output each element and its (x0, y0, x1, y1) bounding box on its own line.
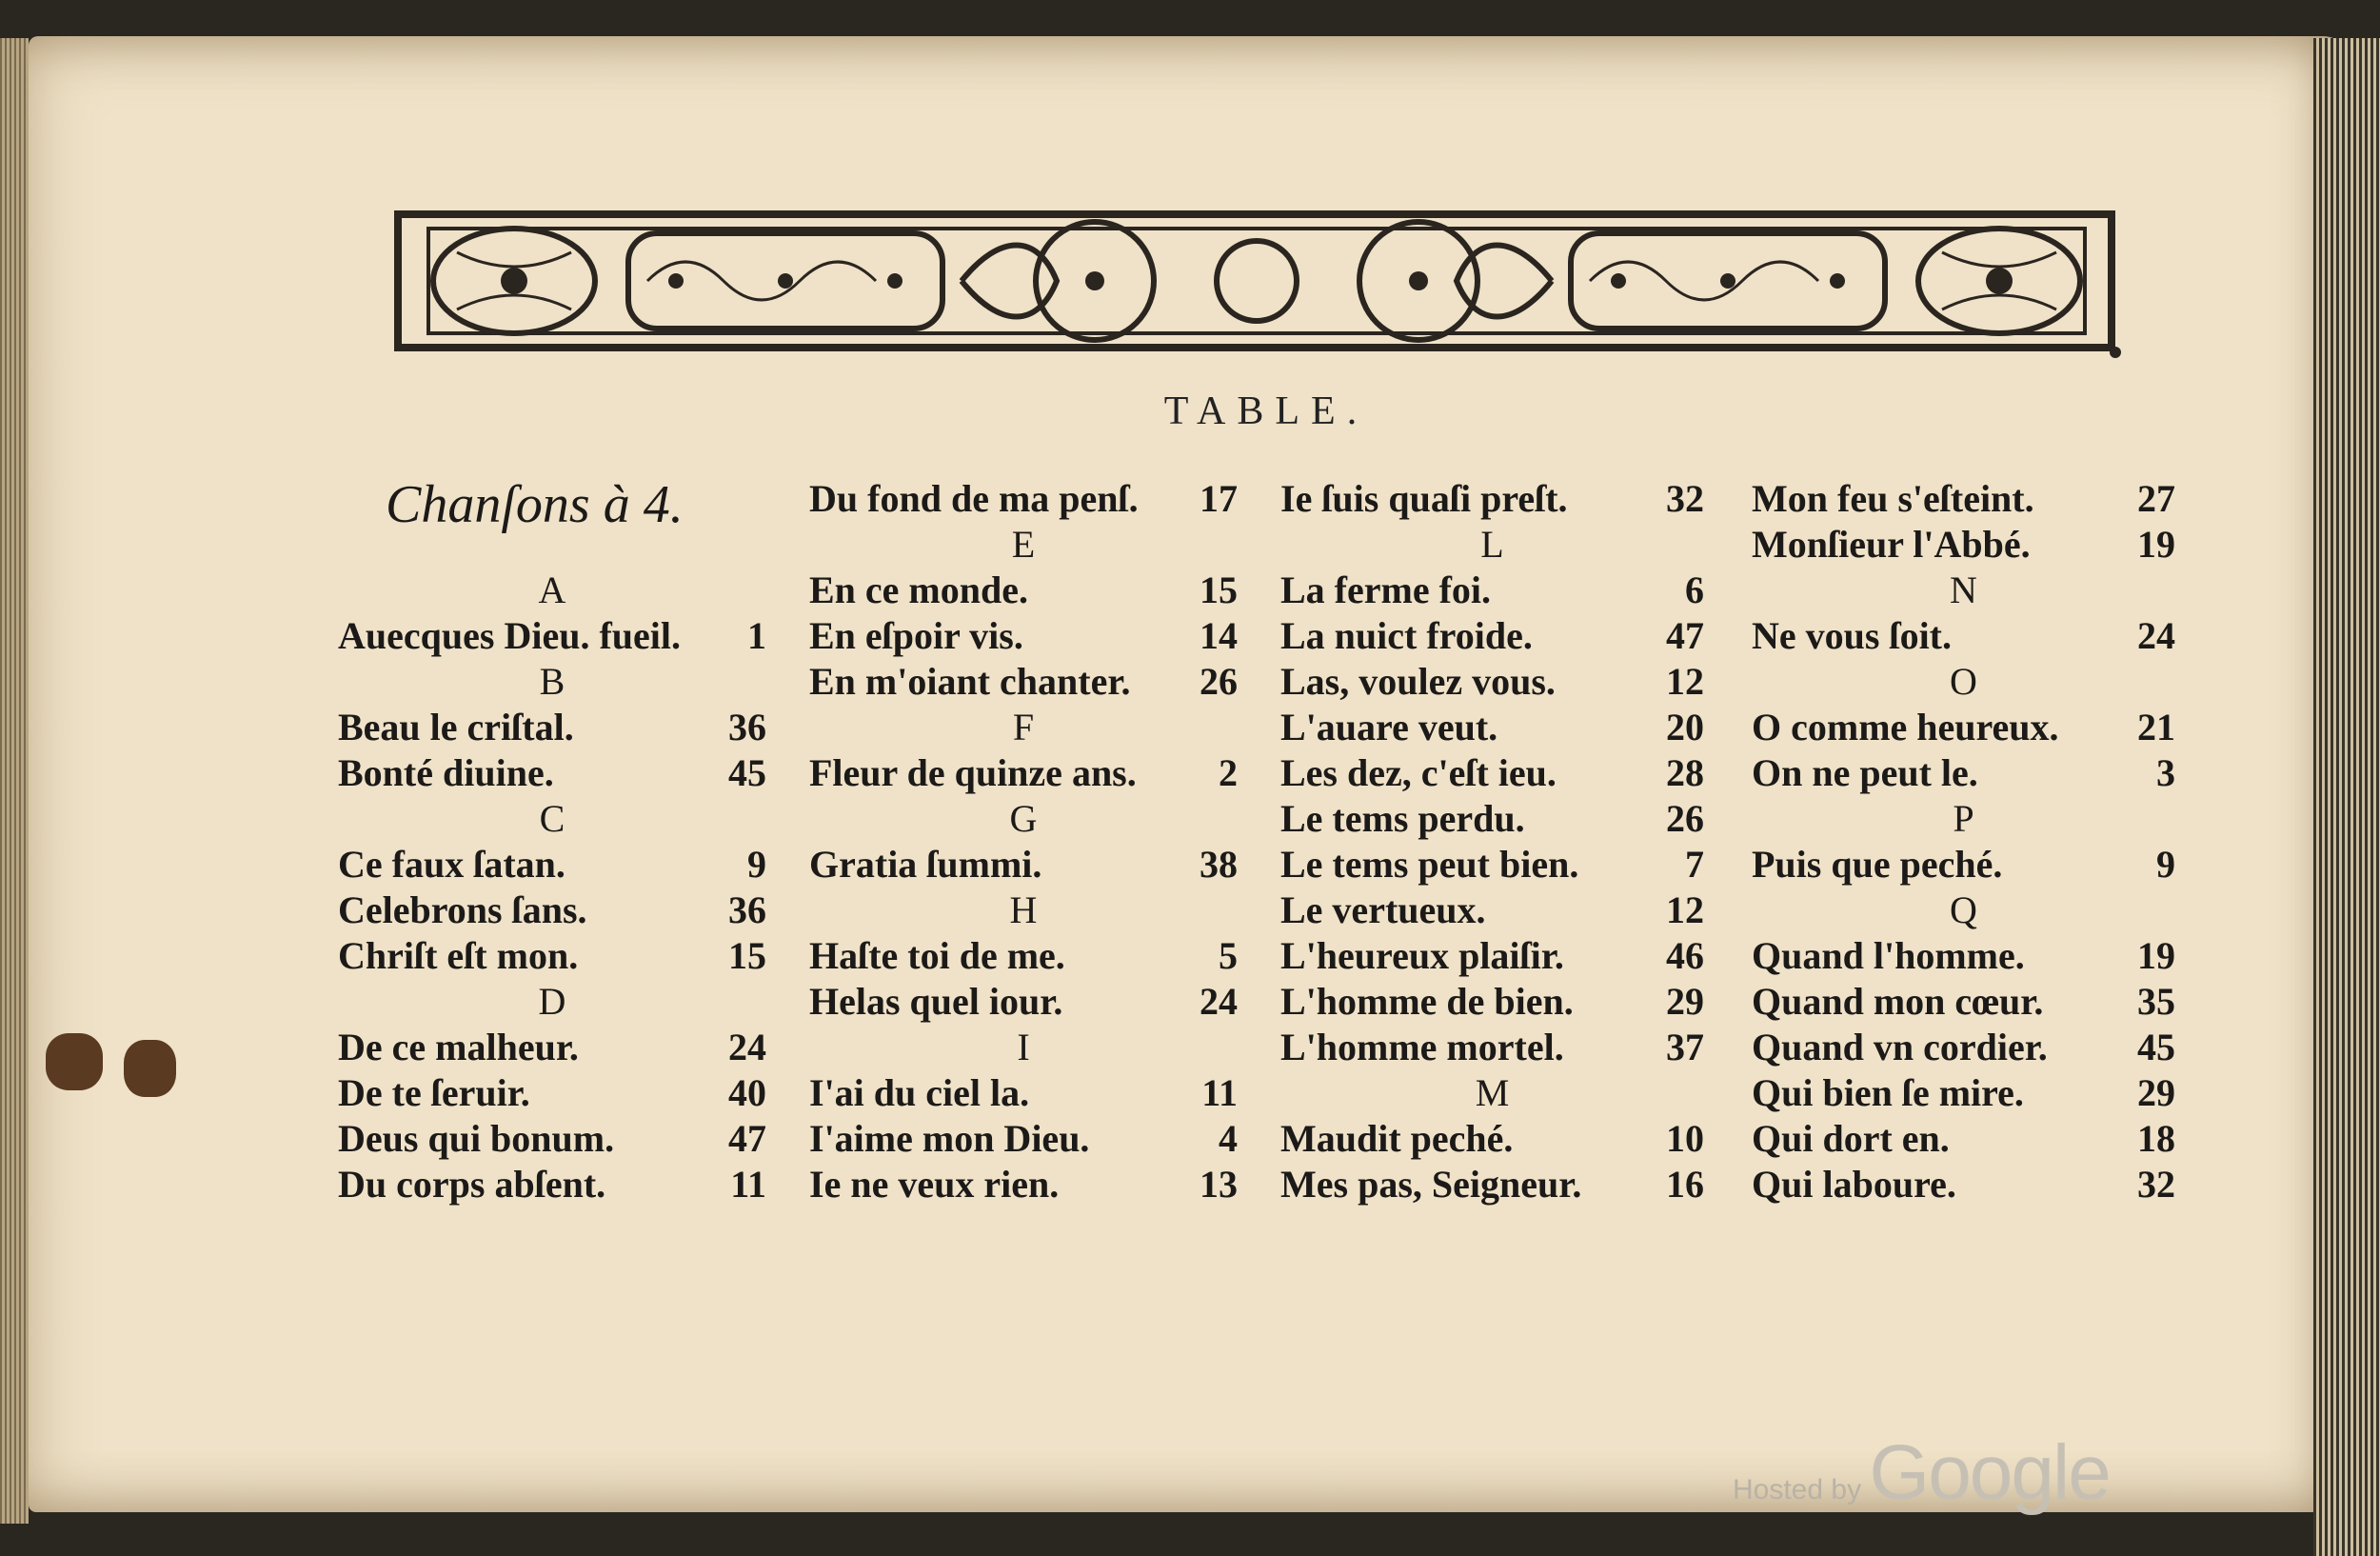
entry-page-number: 17 (1200, 477, 1238, 520)
entry-title: Bonté diuine. (338, 751, 554, 794)
letter-heading: C (539, 797, 565, 840)
index-entry (1752, 705, 2175, 750)
entry-title: En ce monde. (809, 569, 1028, 611)
letter-heading: M (1475, 1071, 1510, 1114)
letter-heading: Q (1950, 888, 1977, 931)
entry-page-number: 1 (747, 614, 766, 657)
entry-title: Ne vous ſoit. (1752, 614, 1952, 657)
entry-page-number: 10 (1666, 1117, 1704, 1160)
index-entry (809, 476, 1238, 522)
letter-heading: A (538, 569, 566, 611)
letter-heading: B (539, 660, 565, 703)
index-entry (1280, 888, 1704, 933)
entry-page-number: 47 (1666, 614, 1704, 657)
entry-title: I'ai du ciel la. (809, 1071, 1030, 1114)
entry-title: De te ſeruir. (338, 1071, 530, 1114)
entry-page-number: 18 (2137, 1117, 2175, 1160)
index-entry (338, 933, 766, 979)
entry-page-number: 24 (2137, 614, 2175, 657)
index-column-1 (338, 476, 766, 1207)
entry-page-number: 12 (1666, 660, 1704, 703)
index-entry (338, 750, 766, 796)
index-entry (1280, 568, 1704, 613)
entry-title: L'heureux plaiſir. (1280, 934, 1564, 977)
entry-title: Qui bien ſe mire. (1752, 1071, 2024, 1114)
entry-page-number: 36 (728, 706, 766, 748)
index-column-4 (1752, 476, 2175, 1207)
entry-page-number: 13 (1200, 1163, 1238, 1206)
entry-title: Le tems perdu. (1280, 797, 1525, 840)
entry-title: Quand vn cordier. (1752, 1026, 2048, 1068)
entry-page-number: 9 (2156, 843, 2175, 886)
entry-title: Ie ne veux rien. (809, 1163, 1060, 1206)
letter-heading: N (1950, 569, 1977, 611)
entry-title: Chriſt eſt mon. (338, 934, 579, 977)
letter-heading: F (1012, 706, 1035, 748)
index-entry (809, 613, 1238, 659)
entry-title: Helas quel iour. (809, 980, 1063, 1023)
index-entry (1280, 979, 1704, 1025)
entry-page-number: 46 (1666, 934, 1704, 977)
letter-heading: E (1011, 523, 1036, 566)
page-edge-right (2313, 38, 2380, 1556)
index-entry (1752, 1070, 2175, 1116)
entry-title: Monſieur l'Abbé. (1752, 523, 2031, 566)
letter-heading: D (538, 980, 566, 1023)
index-entry (338, 1116, 766, 1162)
entry-title: Deus qui bonum. (338, 1117, 615, 1160)
index-entry (1280, 1162, 1704, 1207)
entry-page-number: 38 (1200, 843, 1238, 886)
entry-title: Haſte toi de me. (809, 934, 1065, 977)
index-entry (1280, 842, 1704, 888)
entry-title: On ne peut le. (1752, 751, 1978, 794)
entry-title: De ce malheur. (338, 1026, 579, 1068)
entry-title: Ce faux ſatan. (338, 843, 565, 886)
entry-title: O comme heureux. (1752, 706, 2059, 748)
index-entry (809, 659, 1238, 705)
entry-page-number: 35 (2137, 980, 2175, 1023)
index-entry (338, 705, 766, 750)
entry-page-number: 26 (1666, 797, 1704, 840)
letter-heading: I (1017, 1026, 1030, 1068)
entry-page-number: 11 (730, 1163, 766, 1206)
entry-title: Auecques Dieu. fueil. (338, 614, 681, 657)
entry-title: L'homme mortel. (1280, 1026, 1564, 1068)
index-entry (338, 842, 766, 888)
entry-page-number: 24 (1200, 980, 1238, 1023)
entry-title: Fleur de quinze ans. (809, 751, 1137, 794)
entry-page-number: 24 (728, 1026, 766, 1068)
index-entry (1280, 750, 1704, 796)
index-entry (1752, 1116, 2175, 1162)
letter-heading: P (1953, 797, 1974, 840)
index-entry (1280, 1116, 1704, 1162)
entry-title: Celebrons ſans. (338, 888, 587, 931)
entry-title: Quand l'homme. (1752, 934, 2025, 977)
index-entry (1752, 842, 2175, 888)
entry-title: Du fond de ma penſ. (809, 477, 1139, 520)
page-title: TABLE. (1163, 389, 1369, 433)
entry-page-number: 45 (2137, 1026, 2175, 1068)
entry-page-number: 26 (1200, 660, 1238, 703)
entry-page-number: 32 (2137, 1163, 2175, 1206)
entry-title: La ferme foi. (1280, 569, 1492, 611)
letter-heading: H (1009, 888, 1038, 931)
page-edge-left (0, 38, 29, 1524)
google-logo: Google (1869, 1429, 2110, 1516)
index-entry (338, 613, 766, 659)
entry-page-number: 29 (2137, 1071, 2175, 1114)
entry-title: Du corps abſent. (338, 1163, 606, 1206)
letter-heading: L (1480, 523, 1504, 566)
entry-page-number: 40 (728, 1071, 766, 1114)
watermark-prefix: Hosted by (1733, 1474, 1862, 1506)
entry-title: En m'oiant chanter. (809, 660, 1131, 703)
index-entry (1752, 522, 2175, 568)
index-entry (1752, 613, 2175, 659)
page-stain (124, 1040, 176, 1097)
index-entry (1280, 933, 1704, 979)
index-entry (1280, 1025, 1704, 1070)
entry-title: Mon feu s'eſteint. (1752, 477, 2034, 520)
index-entry (1752, 933, 2175, 979)
entry-page-number: 2 (1219, 751, 1238, 794)
index-entry (809, 750, 1238, 796)
entry-page-number: 3 (2156, 751, 2175, 794)
entry-title: Qui laboure. (1752, 1163, 1956, 1206)
section-heading: Chanſons à 4. (386, 475, 684, 534)
entry-title: La nuict froide. (1280, 614, 1533, 657)
letter-heading: G (1009, 797, 1038, 840)
index-entry (338, 1070, 766, 1116)
entry-title: I'aime mon Dieu. (809, 1117, 1090, 1160)
index-column-3 (1280, 476, 1704, 1207)
entry-title: Le vertueux. (1280, 888, 1486, 931)
index-entry (1752, 476, 2175, 522)
entry-page-number: 20 (1666, 706, 1704, 748)
index-entry (809, 842, 1238, 888)
entry-title: L'auare veut. (1280, 706, 1498, 748)
entry-title: Puis que peché. (1752, 843, 2003, 886)
entry-page-number: 21 (2137, 706, 2175, 748)
index-entry (1280, 613, 1704, 659)
index-entry (809, 933, 1238, 979)
page-stain (46, 1033, 103, 1090)
entry-title: En eſpoir vis. (809, 614, 1023, 657)
index-entry (1752, 1025, 2175, 1070)
entry-page-number: 28 (1666, 751, 1704, 794)
entry-page-number: 32 (1666, 477, 1704, 520)
index-entry (1752, 1162, 2175, 1207)
entry-page-number: 12 (1666, 888, 1704, 931)
entry-page-number: 27 (2137, 477, 2175, 520)
index-entry (1752, 979, 2175, 1025)
entry-title: Las, voulez vous. (1280, 660, 1556, 703)
index-entry (1280, 705, 1704, 750)
entry-title: Gratia ſummi. (809, 843, 1042, 886)
entry-title: Qui dort en. (1752, 1117, 1950, 1160)
index-entry (809, 1070, 1238, 1116)
entry-page-number: 5 (1219, 934, 1238, 977)
entry-title: Maudit peché. (1280, 1117, 1514, 1160)
index-entry (1280, 659, 1704, 705)
index-entry (809, 568, 1238, 613)
entry-page-number: 11 (1201, 1071, 1238, 1114)
entry-page-number: 15 (1200, 569, 1238, 611)
index-entry (338, 1025, 766, 1070)
letter-heading: O (1950, 660, 1977, 703)
entry-title: Le tems peut bien. (1280, 843, 1579, 886)
entry-page-number: 19 (2137, 934, 2175, 977)
index-entry (338, 1162, 766, 1207)
ornamental-headpiece-icon (390, 195, 2123, 367)
entry-page-number: 19 (2137, 523, 2175, 566)
entry-page-number: 29 (1666, 980, 1704, 1023)
entry-page-number: 4 (1219, 1117, 1238, 1160)
entry-page-number: 14 (1200, 614, 1238, 657)
index-entry (1280, 476, 1704, 522)
entry-page-number: 45 (728, 751, 766, 794)
index-entry (809, 979, 1238, 1025)
entry-title: Ie ſuis quaſi preſt. (1280, 477, 1568, 520)
entry-title: Les dez, c'eſt ieu. (1280, 751, 1557, 794)
hosted-by-watermark (1733, 1428, 2110, 1518)
entry-page-number: 15 (728, 934, 766, 977)
entry-page-number: 16 (1666, 1163, 1704, 1206)
entry-page-number: 9 (747, 843, 766, 886)
entry-page-number: 7 (1685, 843, 1704, 886)
entry-page-number: 36 (728, 888, 766, 931)
entry-title: Beau le criſtal. (338, 706, 574, 748)
index-column-2 (809, 476, 1238, 1207)
entry-title: Mes pas, Seigneur. (1280, 1163, 1582, 1206)
entry-title: L'homme de bien. (1280, 980, 1574, 1023)
entry-title: Quand mon cœur. (1752, 980, 2044, 1023)
index-entry (1752, 750, 2175, 796)
index-entry (809, 1116, 1238, 1162)
index-entry (338, 888, 766, 933)
index-entry (1280, 796, 1704, 842)
entry-page-number: 37 (1666, 1026, 1704, 1068)
index-entry (809, 1162, 1238, 1207)
entry-page-number: 47 (728, 1117, 766, 1160)
entry-page-number: 6 (1685, 569, 1704, 611)
